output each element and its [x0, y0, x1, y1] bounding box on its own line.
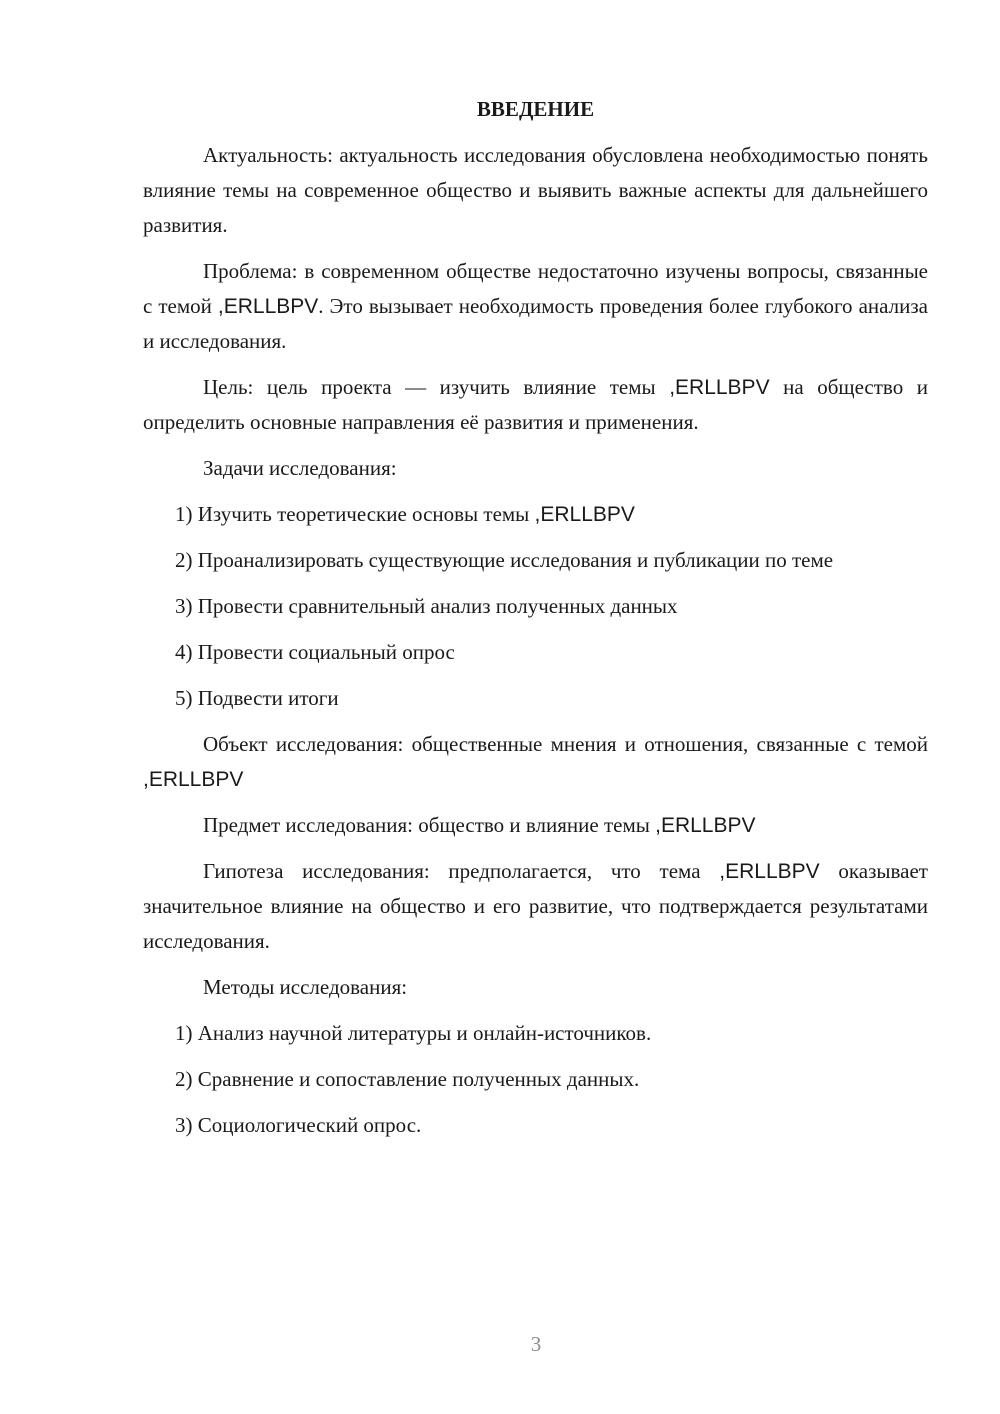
- methods-title: Методы исследования:: [203, 975, 408, 999]
- problem-paragraph: [143, 254, 928, 359]
- subject-paragraph: [143, 808, 928, 843]
- subject-text: Предмет исследования: общество и влияние темы: [203, 813, 656, 837]
- tasks-title: Задачи исследования:: [203, 456, 397, 480]
- goal-text-start: Цель: цель проекта — изучить влияние темы: [203, 375, 670, 399]
- hypothesis-topic: ,ERLLBPV: [719, 860, 820, 883]
- hypothesis-paragraph: [143, 854, 928, 959]
- hypothesis-text-end: оказывает значительное влияние на общество и его развитие, что подтверждается результатами исследования.: [143, 859, 928, 953]
- page-title: ВВЕДЕНИЕ: [476, 97, 595, 121]
- task-item: 2) Проанализировать существующие исследования и публикации по теме: [175, 548, 834, 572]
- task-item: 4) Провести социальный опрос: [175, 640, 455, 664]
- problem-topic: ,ERLLBPV: [217, 295, 319, 318]
- task-item: 5) Подвести итоги: [175, 686, 339, 710]
- subject-topic: ,ERLLBPV: [655, 814, 756, 837]
- actuality-paragraph: Актуальность: актуальность исследования обусловлена необходимостью понять влияние темы на современное общество и выявить важные аспекты для дальнейшего развития.: [143, 143, 928, 237]
- task-1-text: 1) Изучить теоретические основы темы: [175, 502, 535, 526]
- problem-text-start: Проблема: в современном обществе недостаточно изучены вопросы, связанные с темой: [143, 259, 928, 318]
- object-paragraph: [143, 727, 928, 797]
- page-number: 3: [530, 1332, 542, 1356]
- method-item: 2) Сравнение и сопоставление полученных данных.: [175, 1067, 640, 1091]
- object-topic: ,ERLLBPV: [143, 768, 244, 791]
- task-item: 3) Провести сравнительный анализ полученных данных: [175, 594, 678, 618]
- object-text: Объект исследования: общественные мнения и отношения, связанные с темой: [203, 732, 928, 756]
- method-item: 3) Социологический опрос.: [175, 1113, 422, 1137]
- goal-paragraph: [143, 370, 928, 440]
- page-content: [143, 92, 928, 1154]
- goal-topic: ,ERLLBPV: [669, 376, 770, 399]
- method-item: 1) Анализ научной литературы и онлайн-источников.: [175, 1021, 652, 1045]
- problem-text-end: . Это вызывает необходимость проведения более глубокого анализа и исследования.: [143, 294, 928, 353]
- goal-text-end: на общество и определить основные направления её развития и применения.: [143, 375, 928, 434]
- hypothesis-text-start: Гипотеза исследования: предполагается, что тема: [203, 859, 720, 883]
- task-item: [143, 497, 928, 532]
- task-1-topic: ,ERLLBPV: [534, 503, 635, 526]
